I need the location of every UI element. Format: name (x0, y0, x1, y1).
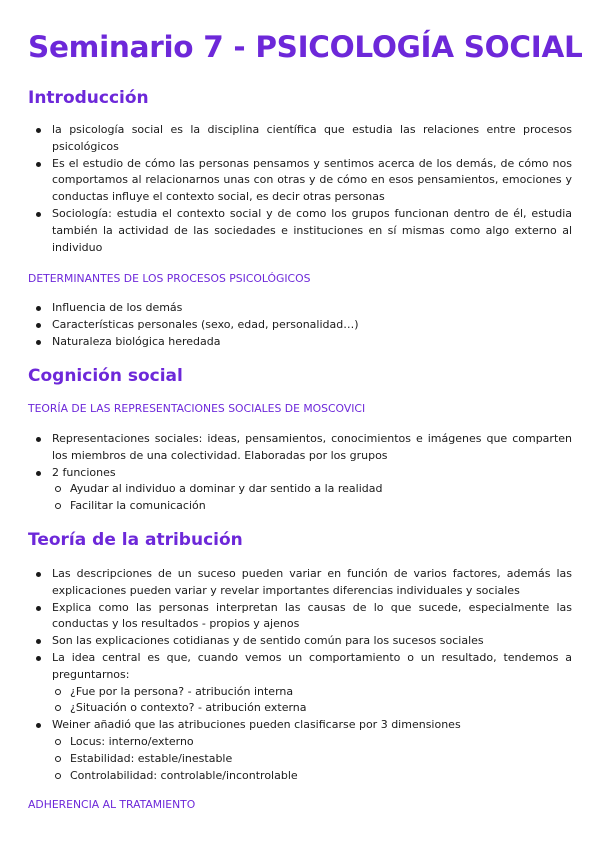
list-item: Las descripciones de un suceso pueden variar en función de varios factores, además las explicaciones pueden variar y revelar importantes diferencias individuales y sociales (0, 566, 572, 600)
list-item: Características personales (sexo, edad, personalidad…) (0, 317, 572, 334)
preguntas-sublist (52, 684, 572, 718)
subheading-moscovici: TEORÍA DE LAS REPRESENTACIONES SOCIALES DE MOSCOVICI (28, 402, 366, 415)
list-item: Representaciones sociales: ideas, pensamientos, conocimientos e imágenes que comparten los miembros de una colectividad. Elaboradas por los grupos (0, 431, 572, 465)
sub-list-item: Locus: interno/externo (52, 734, 572, 751)
list-item: la psicología social es la disciplina científica que estudia las relaciones entre procesos psicológicos (0, 122, 572, 156)
sub-list-item: Facilitar la comunicación (52, 498, 572, 515)
sub-list-item: ¿Situación o contexto? - atribución externa (52, 700, 572, 717)
sub-list-item: ¿Fue por la persona? - atribución interna (52, 684, 572, 701)
sub-list-item: Controlabilidad: controlable/incontrolable (52, 768, 572, 785)
list-item: Son las explicaciones cotidianas y de sentido común para los sucesos sociales (0, 633, 572, 650)
list-item: Influencia de los demás (0, 300, 572, 317)
atribucion-list (0, 566, 572, 784)
sub-list-item: Estabilidad: estable/inestable (52, 751, 572, 768)
sub-list-item: Ayudar al individuo a dominar y dar sentido a la realidad (52, 481, 572, 498)
list-item: Explica como las personas interpretan las causas de lo que sucede, especialmente las conductas y los resultados - propios y ajenos (0, 600, 572, 634)
determinantes-list (0, 300, 572, 350)
list-item: Sociología: estudia el contexto social y de como los grupos funcionan dentro de él, estudia también la actividad de las sociedades e instituciones en sí mismas como algo externo al individuo (0, 206, 572, 256)
list-item: Es el estudio de cómo las personas pensamos y sentimos acerca de los demás, de cómo nos comportamos al relacionarnos unas con otras y de cómo en esos pensamientos, emociones y conductas influye el contexto social, es decir otras personas (0, 156, 572, 206)
subheading-determinantes: DETERMINANTES DE LOS PROCESOS PSICOLÓGICOS (28, 272, 311, 285)
heading-introduccion: Introducción (28, 88, 149, 108)
intro-list (0, 122, 572, 256)
dimensiones-sublist (52, 734, 572, 784)
list-item: La idea central es que, cuando vemos un comportamiento o un resultado, tendemos a preguntarnos: ¿Fue por la persona? - atribución interna ¿Situación o contexto? - atribución externa (0, 650, 572, 717)
list-item: Naturaleza biológica heredada (0, 334, 572, 351)
funciones-sublist (52, 481, 572, 515)
cognicion-list (0, 431, 572, 515)
list-item: Weiner añadió que las atribuciones pueden clasificarse por 3 dimensiones Locus: interno/externo Estabilidad: estable/inestable Controlabilidad: controlable/incontrolable (0, 717, 572, 784)
list-item: 2 funciones Ayudar al individuo a dominar y dar sentido a la realidad Facilitar la comunicación (0, 465, 572, 515)
heading-cognicion-social: Cognición social (28, 366, 183, 386)
subheading-adherencia: ADHERENCIA AL TRATAMIENTO (28, 798, 196, 811)
page-title: Seminario 7 - PSICOLOGÍA SOCIAL (28, 30, 583, 64)
heading-teoria-atribucion: Teoría de la atribución (28, 530, 243, 550)
